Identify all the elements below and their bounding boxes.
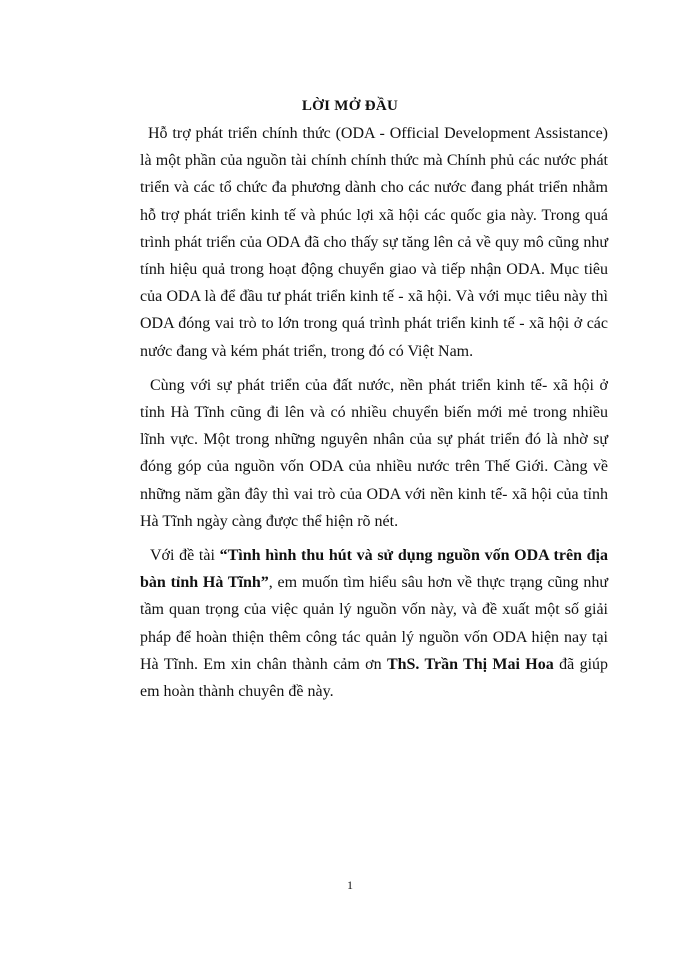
advisor-name: ThS. Trần Thị Mai Hoa bbox=[386, 655, 554, 673]
paragraph-intro: Hỗ trợ phát triển chính thức (ODA - Official Development Assistance) là một phần của nguồn tài chính chính thức mà Chính phủ các nước phát triển và các tổ chức đa phương dành cho các nước đang phát triển nhằm hỗ trợ phát triển kinh tế và phúc lợi xã hội các quốc gia này. Trong quá trình phát triển của ODA đã cho thấy sự tăng lên cả về quy mô cũng như tính hiệu quả trong hoạt động chuyển giao và tiếp nhận ODA. Mục tiêu của ODA là để đầu tư phát triển kinh tế - xã hội. Và với mục tiêu này thì ODA đóng vai trò to lớn trong quá trình phát triển kinh tế - xã hội ở các nước đang và kém phát triển, trong đó có Việt Nam. bbox=[140, 125, 608, 360]
page-number: 1 bbox=[347, 878, 353, 892]
document-title: LỜI MỞ ĐẦU bbox=[301, 98, 399, 114]
topic-middle: , em muốn tìm hiểu sâu hơn về thực trạng cũng như tầm quan trọng của việc quản lý nguồn vốn này, và đề xuất một số giải pháp để hoàn thiện thêm công tác quản lý nguồn vốn ODA hiện nay tại Hà Tĩnh. Em xin chân thành cảm ơn bbox=[140, 574, 608, 673]
topic-suffix: đã giúp em hoàn thành chuyên đề này. bbox=[140, 655, 609, 701]
topic-prefix: Với đề tài bbox=[150, 547, 220, 565]
paragraph-topic bbox=[140, 542, 608, 705]
document-body bbox=[140, 120, 608, 705]
paragraph-ha-tinh: Cùng với sự phát triển của đất nước, nền phát triển kinh tế- xã hội ở tỉnh Hà Tĩnh cũng đi lên và có nhiều chuyển biến mới mẻ trong nhiều lĩnh vực. Một trong những nguyên nhân của sự phát triển đó là nhờ sự đóng góp của nguồn vốn ODA của nhiều nước trên Thế Giới. Càng về những năm gần đây thì vai trò của ODA với nền kinh tế- xã hội của tỉnh Hà Tĩnh ngày càng được thể hiện rõ nét. bbox=[140, 376, 608, 530]
topic-title: “Tình hình thu hút và sử dụng nguồn vốn ODA trên địa bàn tỉnh Hà Tĩnh” bbox=[140, 547, 608, 592]
